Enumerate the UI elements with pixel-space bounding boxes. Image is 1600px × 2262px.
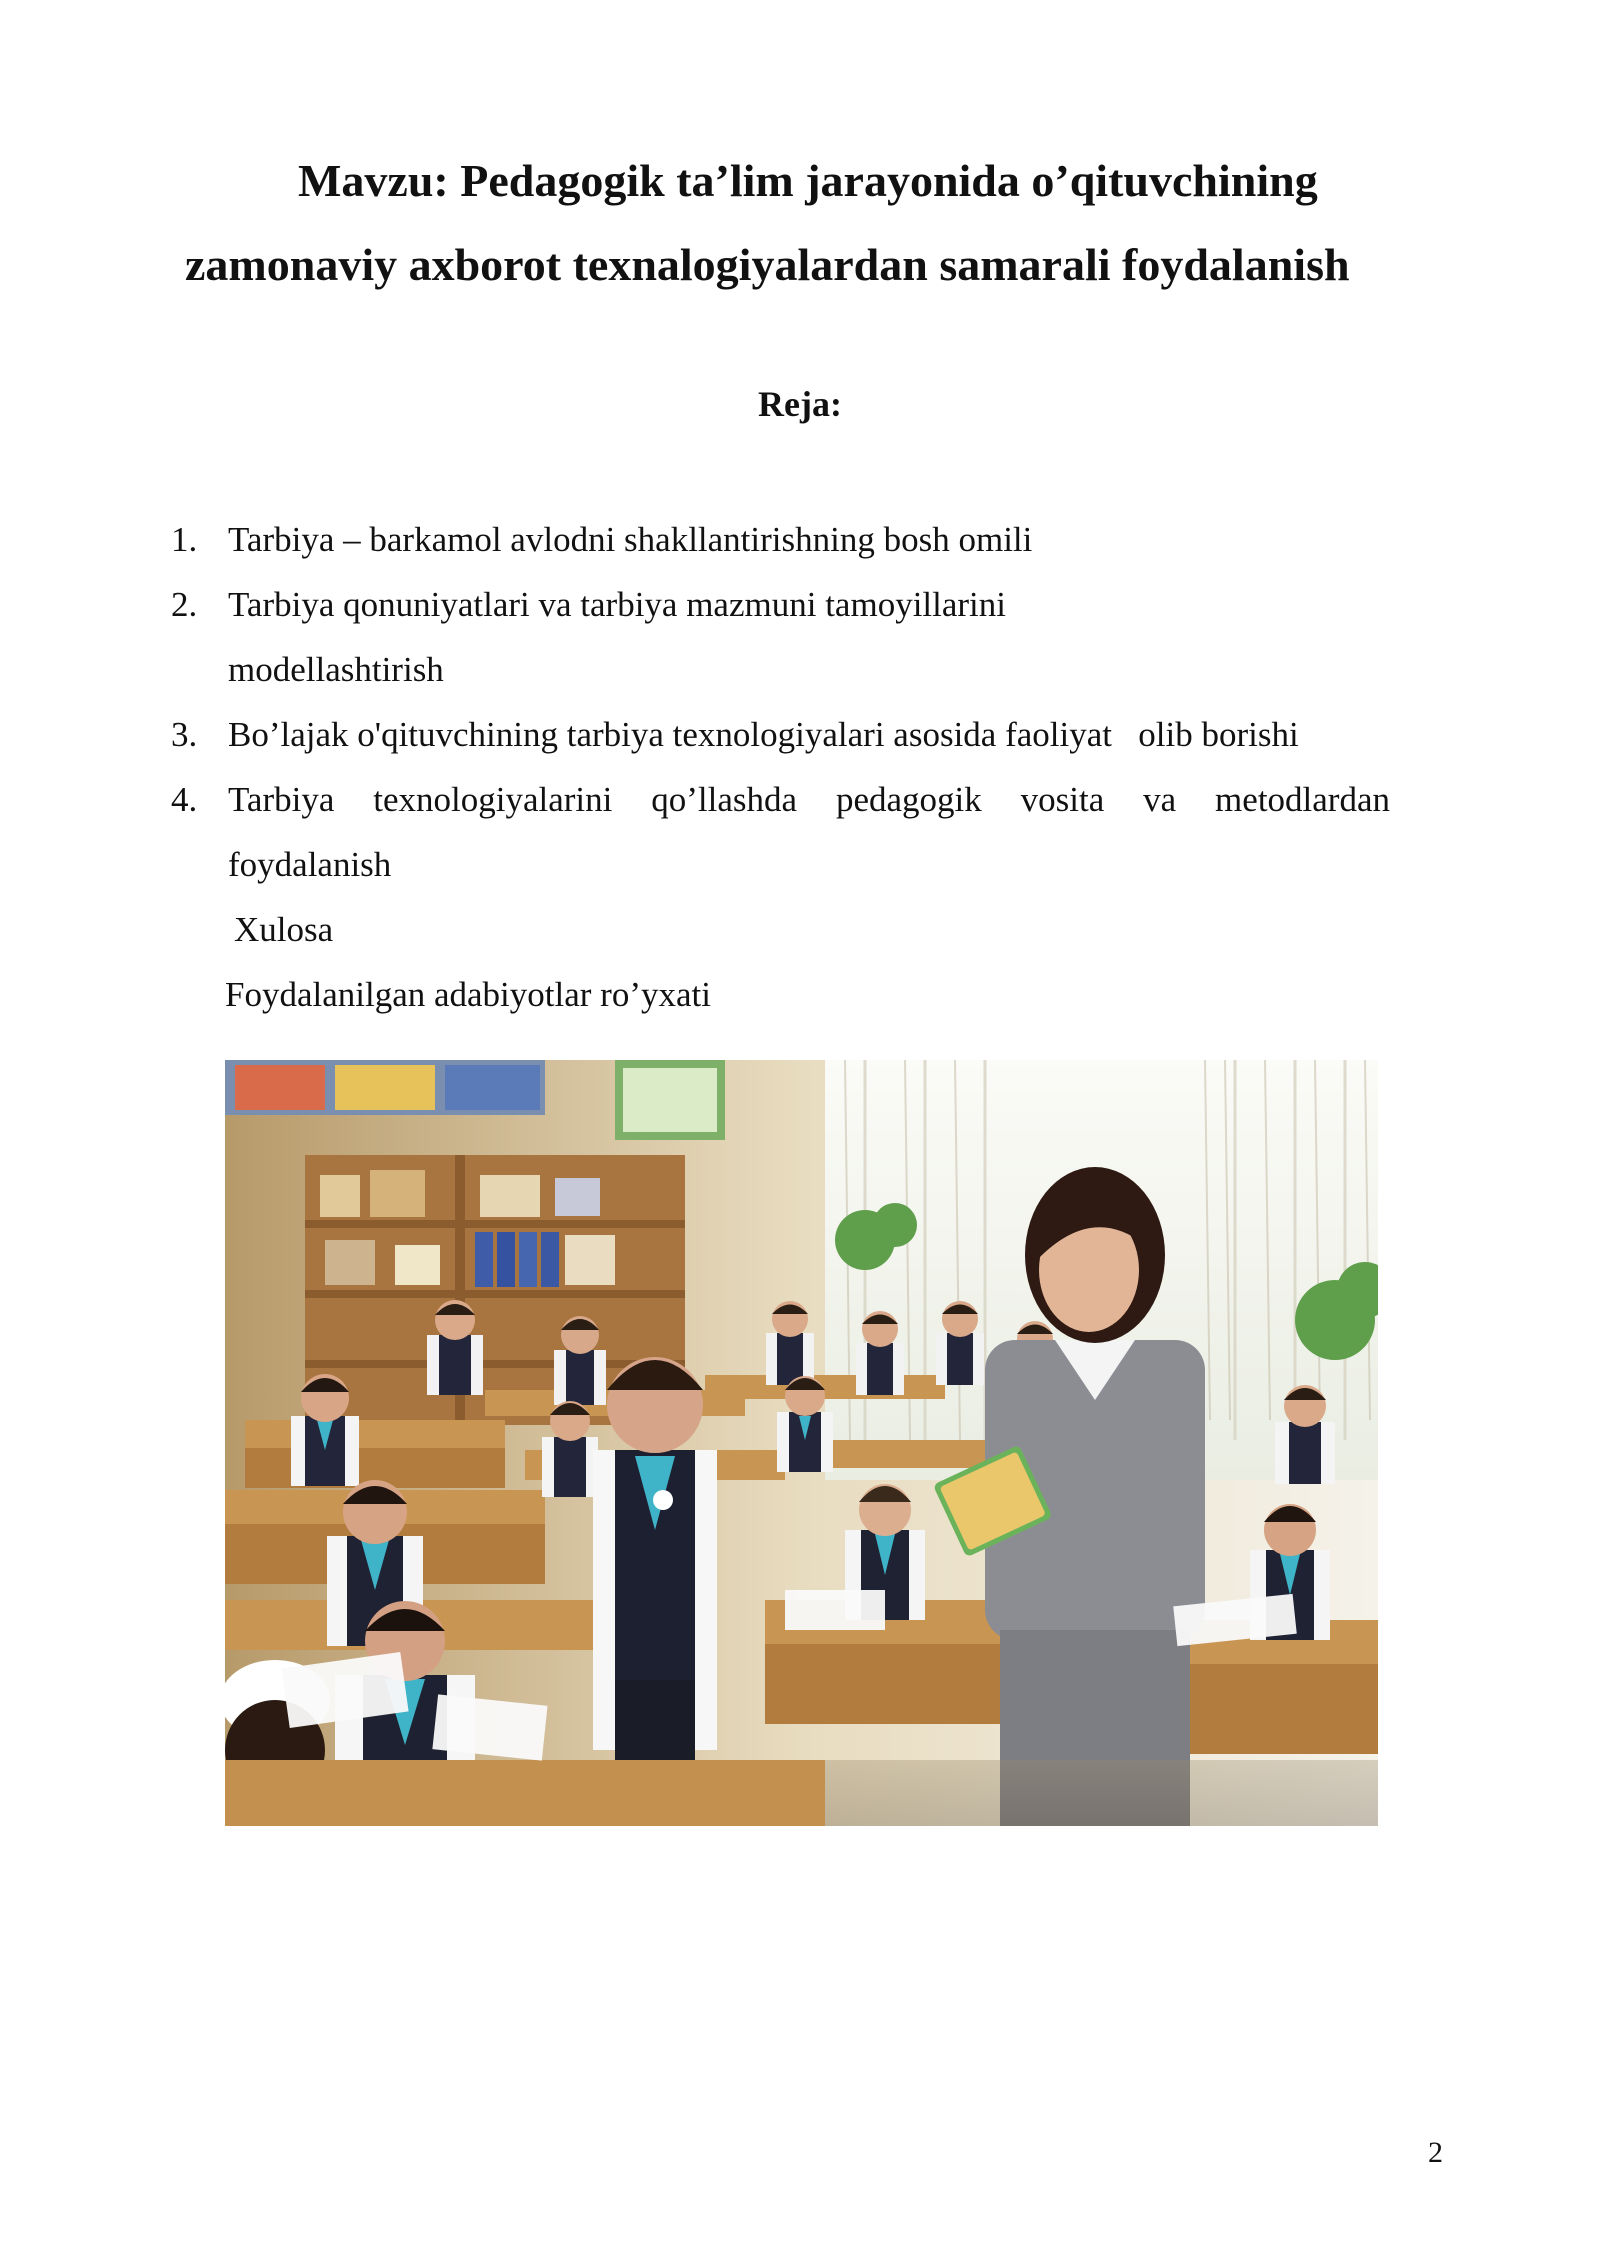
list-item-number: 2. xyxy=(171,585,198,624)
list-item-text: Tarbiya texnologiyalarini qo’llashda pedagogik vosita va metodlardan xyxy=(228,780,1390,819)
plan-heading-text: Reja: xyxy=(758,384,842,424)
list-item-text: Tarbiya – barkamol avlodni shakllantirishning bosh omili xyxy=(228,520,1033,559)
title-line-1: Mavzu: Pedagogik ta’lim jarayonida o’qituvchining xyxy=(298,155,1318,206)
page-number: 2 xyxy=(1428,2136,1443,2169)
list-item-number: 3. xyxy=(171,715,198,754)
references-text: Foydalanilgan adabiyotlar ro’yxati xyxy=(225,975,711,1014)
list-item-number: 1. xyxy=(171,520,198,559)
title-line-2: zamonaviy axborot texnalogiyalardan samarali foydalanish xyxy=(185,239,1350,290)
list-item-text: foydalanish xyxy=(228,845,392,884)
list-item-text: modellashtirish xyxy=(228,650,444,689)
classroom-photo xyxy=(225,1060,1378,1826)
list-item-number: 4. xyxy=(171,780,198,819)
conclusion-text: Xulosa xyxy=(234,910,334,949)
classroom-photo-illustration xyxy=(225,1060,1378,1826)
plan-heading xyxy=(0,386,1600,422)
list-item-text: Tarbiya qonuniyatlari va tarbiya mazmuni tamoyillarini xyxy=(228,585,1006,624)
list-item-text: Bo’lajak o'qituvchining tarbiya texnologiyalari asosida faoliyat olib borishi xyxy=(228,715,1299,754)
